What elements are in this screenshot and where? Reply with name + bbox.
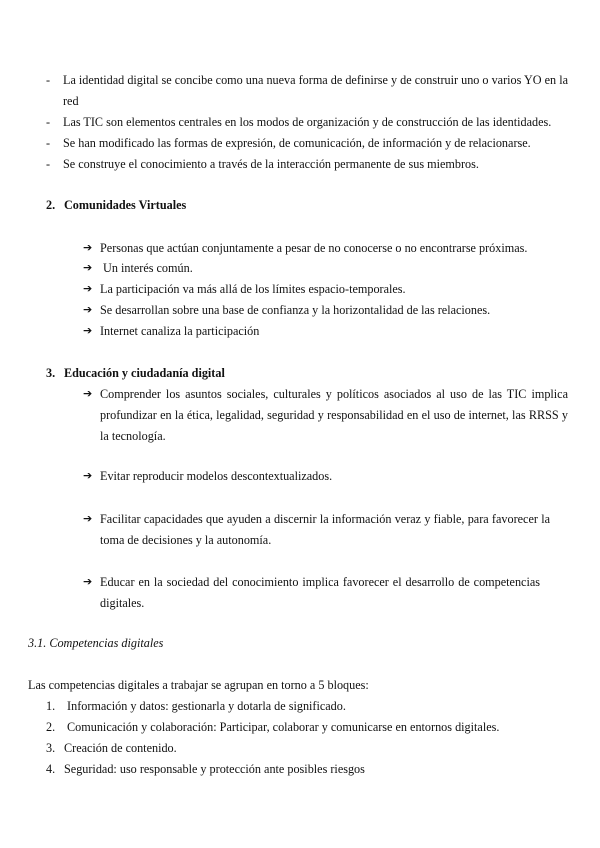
section-3-item-2: Evitar reproducir modelos descontextualizados. <box>100 469 333 483</box>
list-number: 3. <box>46 741 56 755</box>
arrow-icon: ➔ <box>83 261 93 274</box>
arrow-icon: ➔ <box>83 303 93 316</box>
list-number: 1. <box>46 699 56 713</box>
arrow-icon: ➔ <box>83 512 93 525</box>
arrow-icon: ➔ <box>83 241 93 254</box>
section-3-title: Educación y ciudadanía digital <box>64 366 225 380</box>
arrow-icon: ➔ <box>83 324 93 337</box>
competence-item-1: Información y datos: gestionarla y dotarla de significado. <box>64 699 346 713</box>
section-3-number: 3. <box>46 366 56 380</box>
subsection-intro: Las competencias digitales a trabajar se agrupan en torno a 5 bloques: <box>28 678 369 692</box>
list-number: 4. <box>46 762 56 776</box>
arrow-icon: ➔ <box>83 387 93 400</box>
section-2-title: Comunidades Virtuales <box>64 198 187 212</box>
section-2-item-5: Internet canaliza la participación <box>100 324 260 338</box>
section-3-item-3: Facilitar capacidades que ayuden a discernir la información veraz y fiable, para favorecer la toma de decisiones y la autonomía. <box>100 512 550 547</box>
arrow-icon: ➔ <box>83 575 93 588</box>
arrow-icon: ➔ <box>83 469 93 482</box>
bullet-dash: - <box>46 115 51 129</box>
section-2-item-2: Un interés común. <box>100 261 193 275</box>
arrow-icon: ➔ <box>83 282 93 295</box>
intro-bullet-4: Se construye el conocimiento a través de la interacción permanente de sus miembros. <box>63 157 479 171</box>
intro-bullet-2: Las TIC son elementos centrales en los modos de organización y de construcción de las identidades. <box>63 115 552 129</box>
list-number: 2. <box>46 720 56 734</box>
section-3-item-1: Comprender los asuntos sociales, culturales y políticos asociados al uso de las TIC implica profundizar en la ética, legalidad, seguridad y responsabilidad en el uso de internet, las RRSS y la tecnología. <box>100 387 568 443</box>
section-2-item-4: Se desarrollan sobre una base de confianza y la horizontalidad de las relaciones. <box>100 303 491 317</box>
competence-item-2: Comunicación y colaboración: Participar, colaborar y comunicarse en entornos digitales. <box>64 720 500 734</box>
intro-bullet-1: La identidad digital se concibe como una nueva forma de definirse y de construir uno o varios YO en la red <box>63 73 568 108</box>
section-2-item-1: Personas que actúan conjuntamente a pesar de no conocerse o no encontrarse próximas. <box>100 241 528 255</box>
section-3-item-4: Educar en la sociedad del conocimiento implica favorecer el desarrollo de competencias digitales. <box>100 575 540 610</box>
subsection-title: 3.1. Competencias digitales <box>28 636 164 650</box>
bullet-dash: - <box>46 136 51 150</box>
competence-item-4: Seguridad: uso responsable y protección ante posibles riesgos <box>64 762 365 776</box>
bullet-dash: - <box>46 73 51 87</box>
competence-item-3: Creación de contenido. <box>64 741 177 755</box>
section-2-item-3: La participación va más allá de los límites espacio-temporales. <box>100 282 406 296</box>
section-2-number: 2. <box>46 198 56 212</box>
bullet-dash: - <box>46 157 51 171</box>
intro-bullet-3: Se han modificado las formas de expresión, de comunicación, de información y de relacionarse. <box>63 136 531 150</box>
